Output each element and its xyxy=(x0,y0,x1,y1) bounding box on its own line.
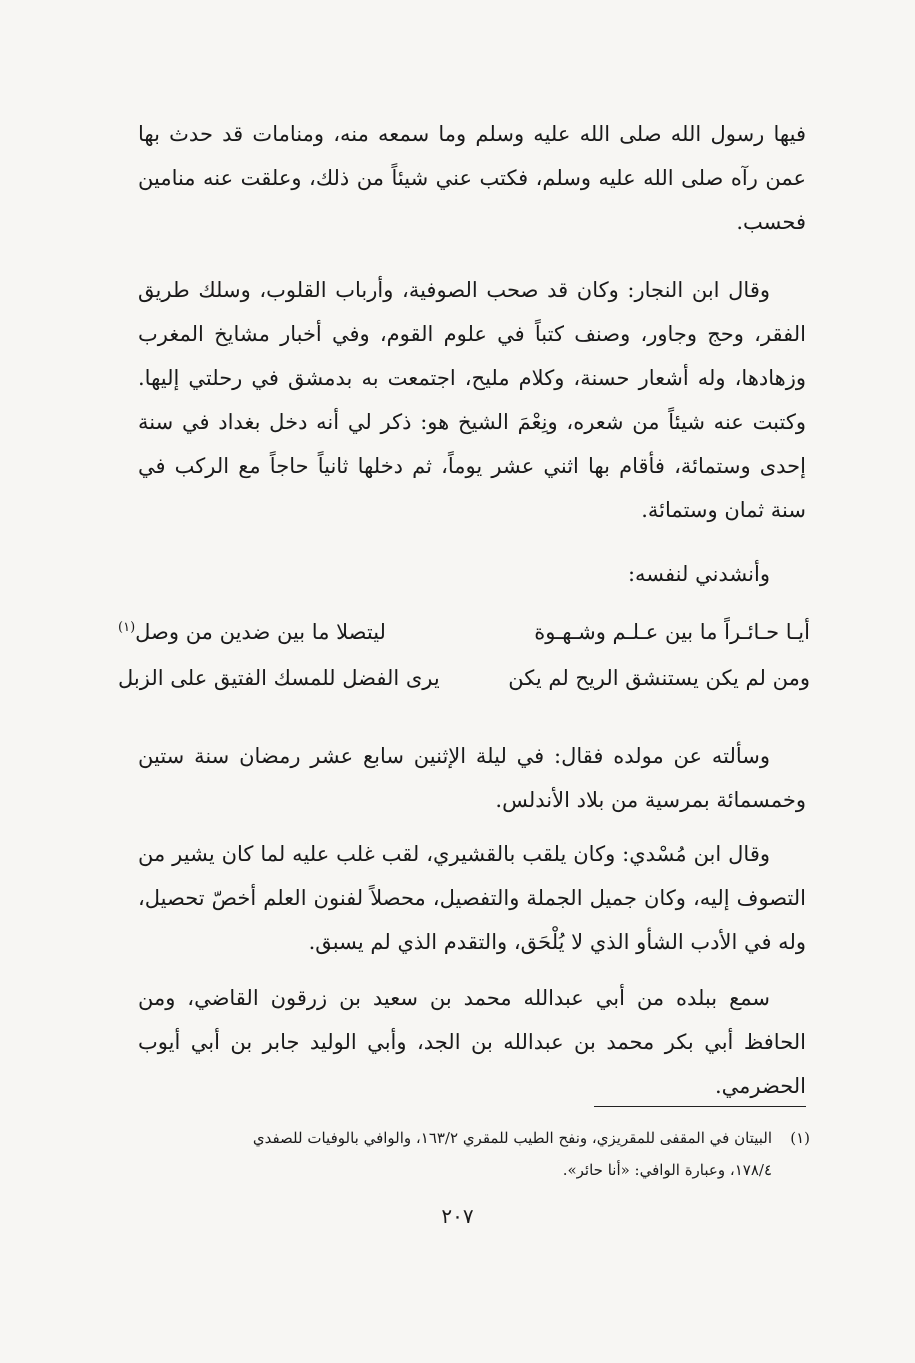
paragraph-recitation-intro: وأنشدني لنفسه: xyxy=(627,562,770,586)
paragraph-ibn-najjar: وقال ابن النجار: وكان قد صحب الصوفية، وأرباب القلوب، وسلك طريق الفقر، وحج وجاور، وصنف كتباً في علوم القوم، وفي أخبار مشايخ المغرب وزهادها، وله أشعار حسنة، وكلام مليح، اجتمعت به بدمشق في رحلتي إليها. وكتبت عنه شيئاً من شعره، ونِعْمَ الشيخ هو: ذكر لي أنه دخل بغداد في سنة إحدى وستمائة، فأقام بها اثني عشر يوماً، ثم دخلها ثانياً حاجاً مع الركب في سنة ثمان وستمائة. xyxy=(138,278,806,522)
paragraph-continuation: فيها رسول الله صلى الله عليه وسلم وما سمعه منه، ومنامات قد حدث بها عمن رآه صلى الله عليه وسلم، فكتب عني شيئاً من ذلك، وعلقت عنه منامين فحسب. xyxy=(138,122,806,234)
paragraph-teachers: سمع ببلده من أبي عبدالله محمد بن سعيد بن زرقون القاضي، ومن الحافظ أبي بكر محمد بن عبدالله بن الجد، وأبي الوليد جابر بن أبي أيوب الحضرمي. xyxy=(138,986,806,1098)
footnote-marker: (١) xyxy=(118,620,136,635)
verse-line-2 xyxy=(118,666,810,712)
footnote-text-1: البيتان في المقفى للمقريزي، ونفح الطيب للمقري ١٦٣/٢، والوافي بالوفيات للصفدي xyxy=(252,1129,772,1147)
verse-line-1 xyxy=(118,620,810,666)
footnote-divider xyxy=(594,1106,806,1107)
verse-2-first-hemistich: ومن لم يكن يستنشق الريح لم يكن xyxy=(508,666,810,690)
page-number: ٢٠٧ xyxy=(441,1204,474,1228)
verse-2-second-hemistich: يرى الفضل للمسك الفتيق على الزبل xyxy=(118,666,440,690)
verse-1-first-hemistich: أيـا حـائـراً ما بين عـلـم وشـهـوة xyxy=(534,620,810,644)
footnote xyxy=(130,1122,810,1186)
footnote-line-2: ١٧٨/٤، وعبارة الوافي: «أنا حائر». xyxy=(562,1161,772,1179)
footnote-number: (١) xyxy=(790,1129,810,1147)
verse-1-second-hemistich xyxy=(118,620,386,644)
paragraph-birth: وسألته عن مولده فقال: في ليلة الإثنين سابع عشر رمضان سنة ستين وخمسمائة بمرسية من بلاد الأندلس. xyxy=(138,744,806,812)
footnote-line-1 xyxy=(130,1122,810,1154)
paragraph-ibn-musdi: وقال ابن مُسْدي: وكان يلقب بالقشيري، لقب غلب عليه لما كان يشير من التصوف إليه، وكان جميل الجملة والتفصيل، محصلاً لفنون العلم أخصّ تحصيل، وله في الأدب الشأو الذي لا يُلْحَق، والتقدم الذي لم يسبق. xyxy=(138,842,806,954)
verse-1-second-text: ليتصلا ما بين ضدين من وصل xyxy=(135,620,386,644)
